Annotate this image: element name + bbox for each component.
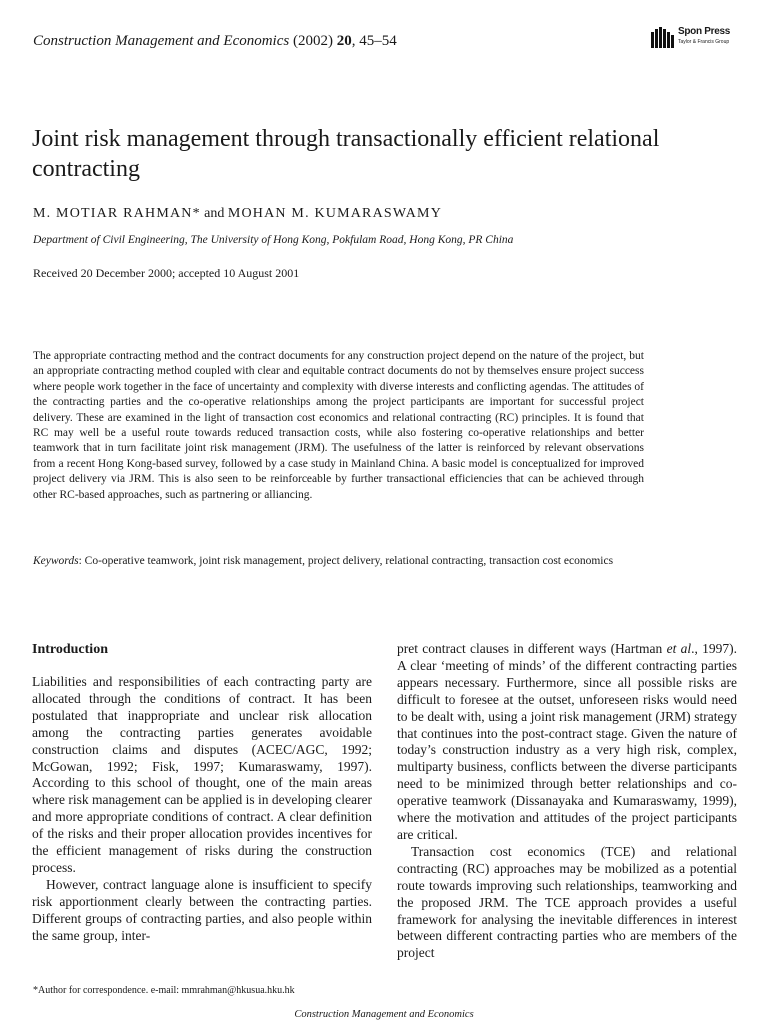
journal-name: Construction Management and Economics — [33, 33, 290, 49]
author-name: M. MOTIAR RAHMAN — [33, 206, 193, 221]
section-heading: Introduction — [32, 642, 108, 657]
journal-volume: 20 — [336, 33, 352, 49]
body-text: pret contract clauses in different ways (Hartman — [397, 641, 667, 656]
body-text-italic: et al — [666, 641, 692, 656]
journal-year: (2002) — [292, 33, 333, 49]
affiliation: Department of Civil Engineering, The University of Hong Kong, Pokfulam Road, Hong Kong, PR China — [33, 234, 514, 246]
body-paragraph — [397, 641, 737, 844]
abstract: The appropriate contracting method and the contract documents for any construction project depend on the nature of the project, but an appropriate contracting method coupled with clear and equitable contract documents do not by themselves ensure project success where people work together in the face of uncertainty and complexity with diverse interests and conflicting agendas. The attitudes of the contracting parties and the co-operative relationships among the project participants are important for successful project delivery. These are examined in the light of transaction cost economics and relational contracting (RC) principles. It is found that RC may well be a useful route towards reduced transaction costs, while also fostering co-operative relationships and better teamwork that in turn facilitate joint risk management (JRM). The usefulness of the latter is reinforced by relevant observations from a recent Hong Kong-based survey, followed by a case study in Mainland China. A basic model is conceptualized for improved project delivery via JRM. This is also seen to be reinforceable by further transactional efficiencies that can be achieved through other RC-based approaches, such as partnering or alliancing. — [33, 350, 644, 501]
author-conjunction: and — [200, 206, 228, 221]
keywords-text: : Co-operative teamwork, joint risk management, project delivery, relational contracting, transaction cost economics — [78, 555, 614, 567]
body-column-left — [32, 641, 372, 945]
received-dates: Received 20 December 2000; accepted 10 August 2001 — [33, 266, 300, 280]
publisher-logo-icon — [651, 26, 675, 50]
body-paragraph: Transaction cost economics (TCE) and relational contracting (RC) approaches may be mobilized as a potential route towards improving such relationships, teamworking and the proposed JRM. The TCE approach provides a useful framework for analysing the inevitable differences in interest between different contracting parties who are members of the project — [397, 843, 737, 961]
publisher-logo — [651, 24, 743, 52]
correspondence-marker: * — [192, 206, 201, 221]
body-paragraph: However, contract language alone is insufficient to specify risk apportionment clearly between the contracting parties. Different groups of contracting parties, and also people within the same group, inter- — [32, 876, 372, 943]
keywords — [33, 554, 644, 569]
body-text: ., 1997). A clear ‘meeting of minds’ of the different contracting parties appears necessary. Furthermore, since all possible risks are difficult to foresee at the outset, unforeseen risks would need to be dealt with, using a joint risk management (JRM) strategy that continues into the post-contract stage. Given the nature of today’s construction industry as a very high risk, complex, multiparty business, conflicts between the diverse participants need to be minimized through better relationships and co-operative teamwork (Dissanayaka and Kumaraswamy, 1999), where the motivation and attitudes of the project participants are critical. — [397, 641, 738, 842]
keywords-label: Keywords — [33, 555, 79, 567]
publisher-name: Spon Press — [678, 26, 731, 37]
footnote: *Author for correspondence. e-mail: mmrahman@hkusua.hku.hk — [33, 985, 295, 996]
author-name: MOHAN M. KUMARASWAMY — [227, 206, 443, 221]
publisher-subtitle: Taylor & Francis Group — [678, 39, 730, 45]
journal-citation — [33, 33, 397, 50]
body-column-right — [397, 641, 737, 962]
journal-pages: , 45–54 — [351, 33, 397, 49]
article-title: Joint risk management through transactionally efficient relational contracting — [32, 126, 660, 182]
body-paragraph: Liabilities and responsibilities of each contracting party are allocated through the conditions of contract. It has been postulated that inappropriate and unclear risk allocation among the contracting parties generates avoidable construction claims and disputes (ACEC/AGC, 1992; McGowan, 1992; Fisk, 1997; Kumaraswamy, 1997). According to this school of thought, one of the main areas where risk management can be applied is in developing clearer and more appropriate conditions of contract. A clear definition of the risks and their proper allocation provides incentives for the efficient management of risks during the construction process. — [32, 674, 372, 875]
page-footer: Construction Management and Economics — [294, 1009, 474, 1020]
author-line — [33, 206, 442, 222]
